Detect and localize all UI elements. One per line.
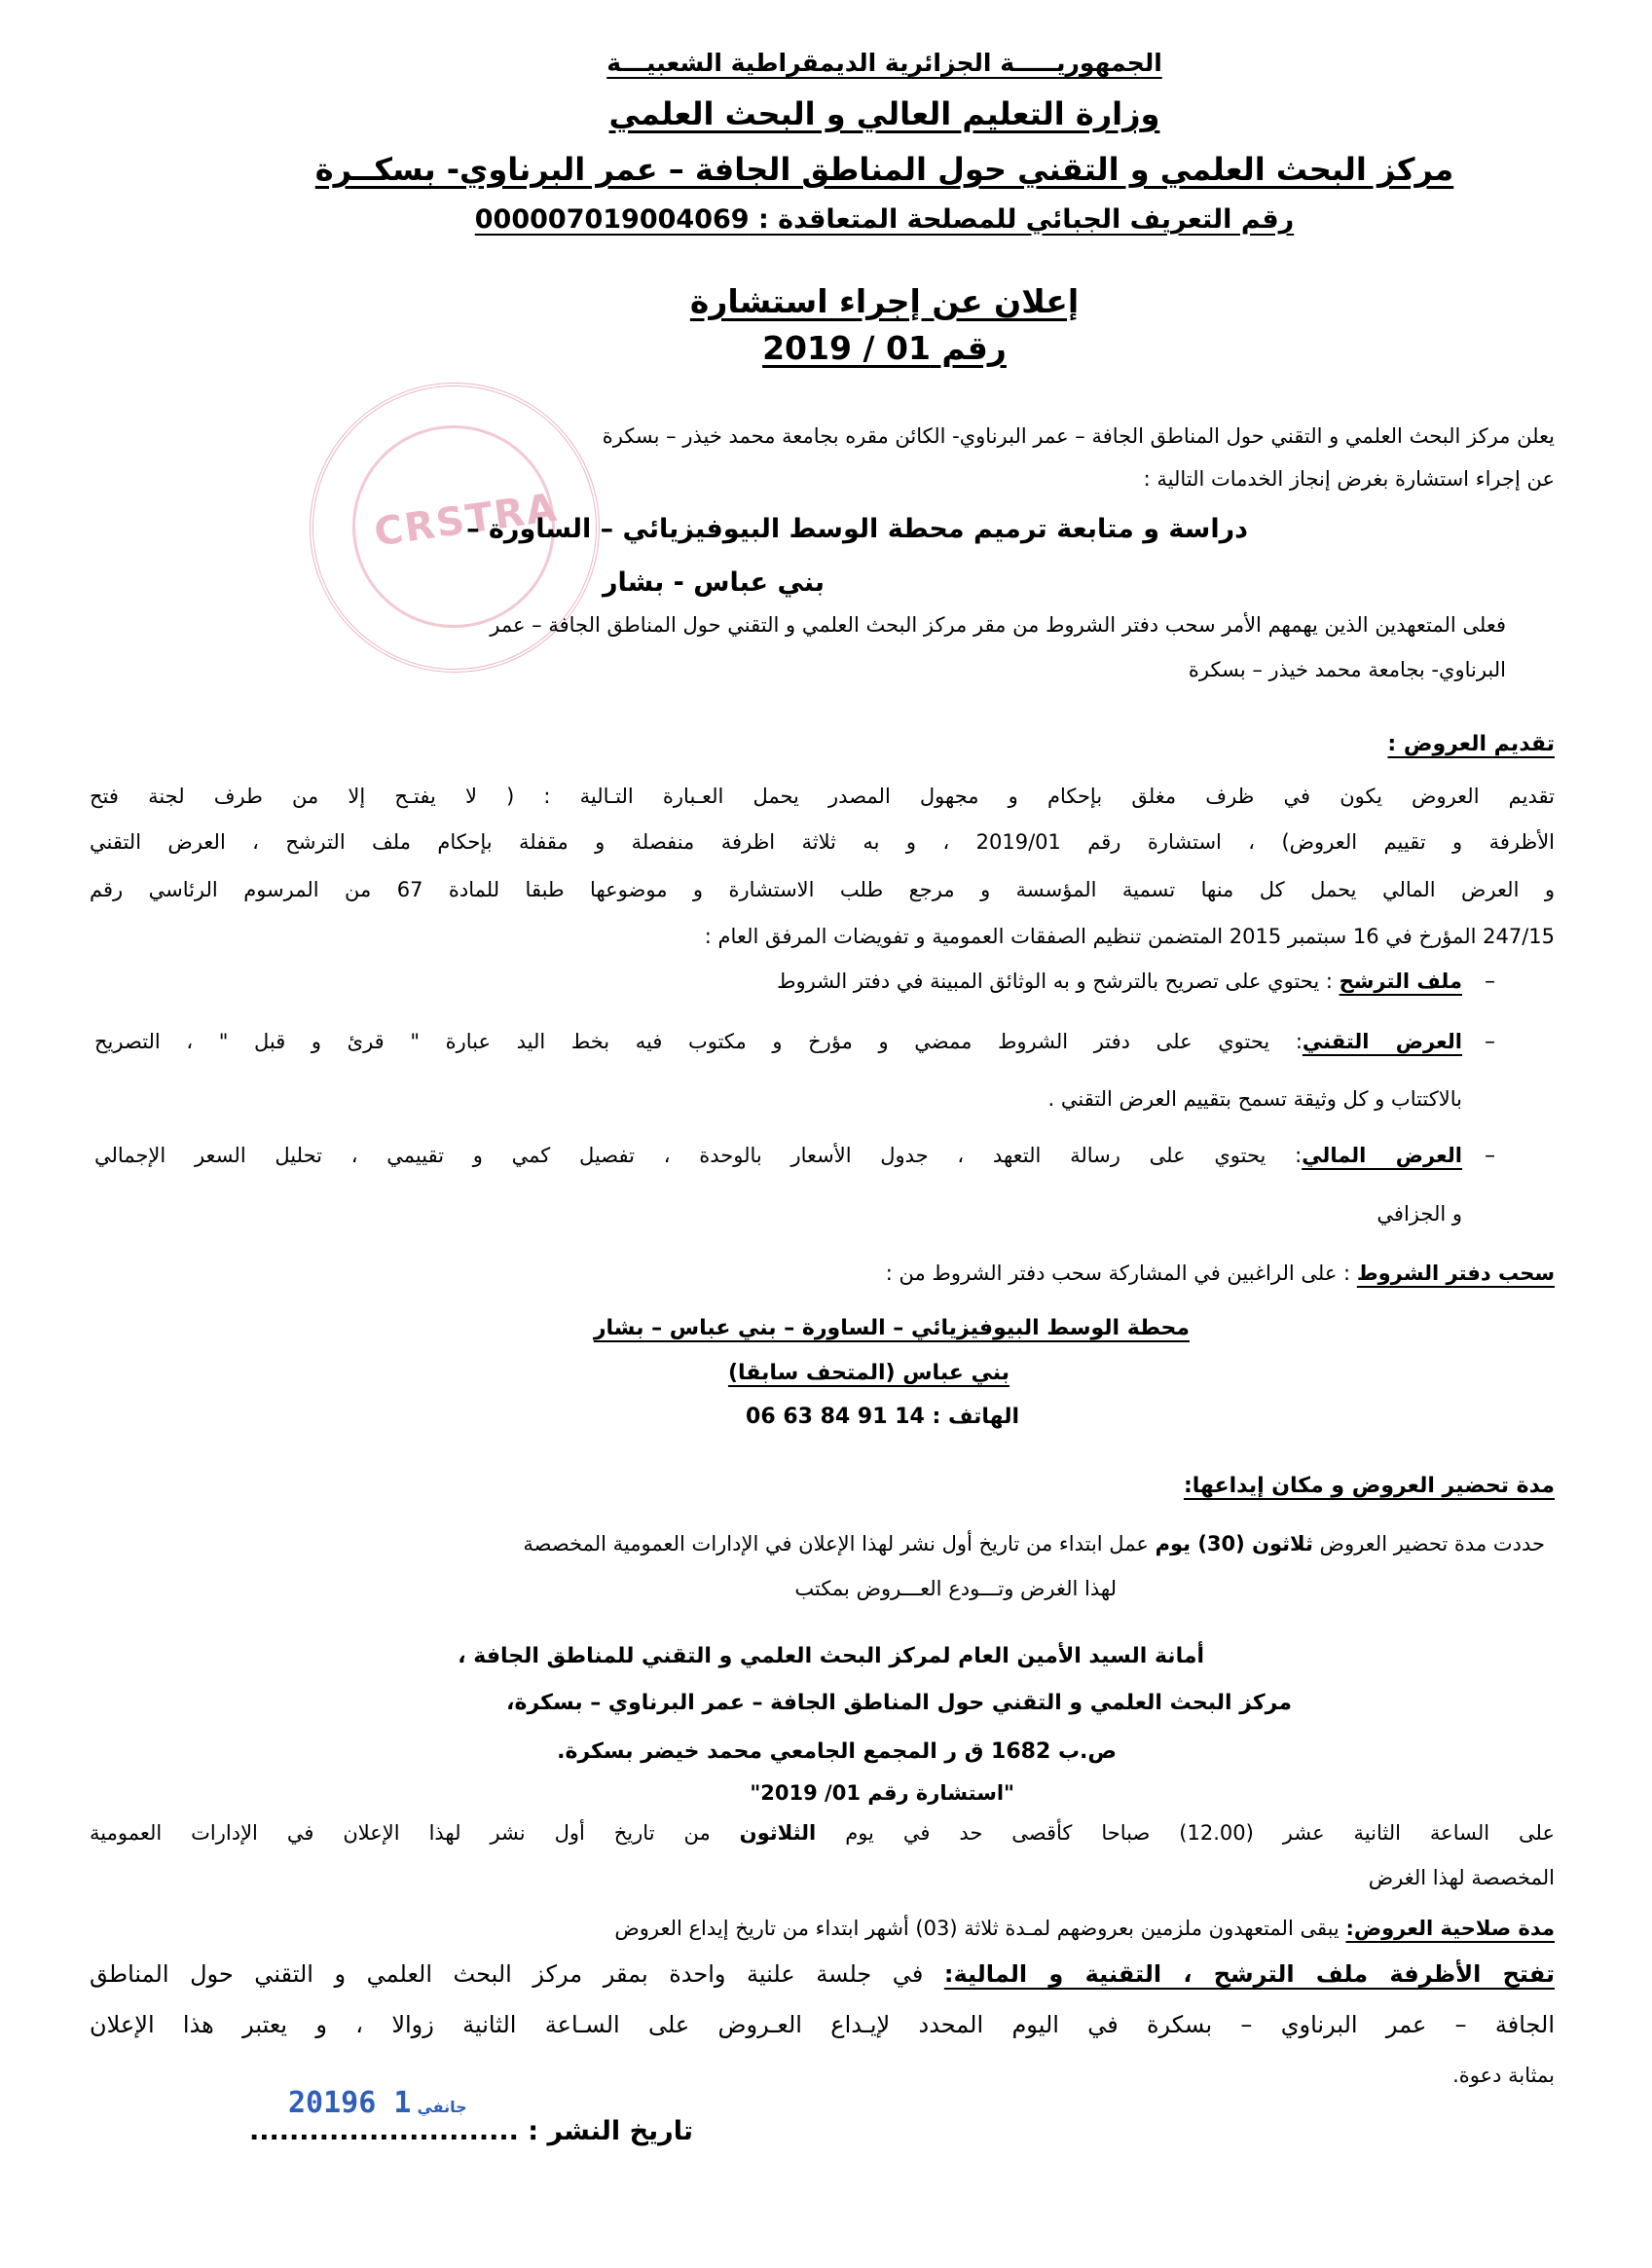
opening-line-1 bbox=[90, 1960, 1555, 1988]
bullet-technical-cont: بالاكتتاب و كل وثيقة تسمح بتقييم العرض التقني . bbox=[1047, 1087, 1462, 1111]
duration-days: ثلاثون (30) يوم bbox=[1155, 1532, 1313, 1555]
republic-heading: الجمهوريـــــة الجزائرية الديمقراطية الشعبيـــة bbox=[606, 49, 1162, 77]
submission-p2: الأظرفة و تقييم العروض) ، استشارة رقم 2019/01 ، و به ثلاثة اظرفة منفصلة و مقفلة بإحكام ملف الترشح ، العرض التقني bbox=[90, 830, 1556, 854]
withdrawal-phone: الهاتف : 14 91 84 63 06 bbox=[746, 1405, 1019, 1429]
submission-heading: تقديم العروض : bbox=[1387, 732, 1555, 756]
duration-heading: مدة تحضير العروض و مكان إيداعها: bbox=[1183, 1474, 1555, 1498]
stamp-day: 1 6 bbox=[358, 2086, 412, 2120]
subject-line-1: دراسة و متابعة ترميم محطة الوسط البيوفيزيائي – الساورة – bbox=[466, 514, 1248, 544]
withdrawal-line bbox=[886, 1262, 1555, 1285]
duration-text-c: عمل ابتداء من تاريخ أول نشر لهذا الإعلان في الإدارات العمومية المخصصة bbox=[523, 1532, 1156, 1555]
opening-text-1: في جلسة علنية واحدة بمقر مركز البحث العلمي و التقني حول المناطق bbox=[90, 1960, 944, 1988]
publication-date: تاريخ النشر : ........................... bbox=[248, 2116, 693, 2146]
intro-line-3: فعلى المتعهدين الذين يهمهم الأمر سحب دفتر الشروط من مقر مركز البحث العلمي و التقني حول المناطق الجافة – عمر bbox=[490, 613, 1506, 637]
validity-text: يبقى المتعهدون ملزمين بعروضهم لمـدة ثلاثة (03) أشهر ابتداء من تاريخ إيداع العروض bbox=[614, 1917, 1346, 1940]
withdrawal-label: سحب دفتر الشروط bbox=[1356, 1262, 1555, 1285]
deposit-address-1: أمانة السيد الأمين العام لمركز البحث العلمي و التقني للمناطق الجافة ، bbox=[458, 1644, 1204, 1668]
intro-line-4: البرناوي- بجامعة محمد خيذر – بسكرة bbox=[1188, 658, 1506, 681]
deadline-line bbox=[90, 1821, 1555, 1845]
bullet-financial bbox=[94, 1144, 1462, 1167]
duration-line-2: لهذا الغرض وتـــودع العـــروض بمكتب bbox=[794, 1577, 1117, 1600]
bullet-label: ملف الترشح bbox=[1339, 969, 1462, 993]
duration-line-1 bbox=[523, 1532, 1545, 1555]
notice-number: رقم 01 / 2019 bbox=[762, 329, 1007, 367]
bullet-dash: – bbox=[1485, 969, 1495, 994]
duration-text-a: حددت مدة تحضير العروض bbox=[1312, 1532, 1545, 1555]
bullet-label: العرض التقني bbox=[1302, 1030, 1462, 1053]
bullet-financial-cont: و الجزافي bbox=[1377, 1202, 1462, 1225]
bullet-dash: – bbox=[1485, 1030, 1495, 1054]
deadline-day: الثلاثون bbox=[739, 1821, 817, 1845]
ministry-heading: وزارة التعليم العالي و البحث العلمي bbox=[608, 95, 1160, 132]
bullet-dash: – bbox=[1485, 1144, 1495, 1168]
stamp-year: 2019 bbox=[288, 2086, 359, 2120]
bullet-label: العرض المالي bbox=[1302, 1144, 1462, 1167]
submission-p4: 247/15 المؤرخ في 16 سبتمبر 2015 المتضمن تنظيم الصفقات العمومية و تفويضات المرفق العام : bbox=[704, 925, 1555, 948]
tax-id: رقم التعريف الجبائي للمصلحة المتعاقدة : 000007019004069 bbox=[474, 204, 1295, 235]
subject-line-2: بني عباس - بشار bbox=[602, 567, 825, 598]
withdrawal-text: : على الراغبين في المشاركة سحب دفتر الشروط من : bbox=[885, 1262, 1357, 1285]
submission-p3: و العرض المالي يحمل كل منها تسمية المؤسسة و مرجع طلب الاستشارة و موضوعها طبقا للمادة 67 من المرسوم الرئاسي رقم bbox=[90, 878, 1555, 901]
deposit-reference: "استشارة رقم 01/ 2019" bbox=[750, 1781, 1014, 1805]
publication-date-stamp bbox=[288, 2086, 473, 2120]
withdrawal-place-1: محطة الوسط البيوفيزيائي – الساورة – بني عباس – بشار bbox=[593, 1316, 1190, 1340]
deadline-text-c: من تاريخ أول نشر لهذا الإعلان في الإدارات العمومية bbox=[90, 1821, 740, 1845]
validity-line bbox=[614, 1917, 1555, 1940]
bullet-text: : يحتوي على تصريح بالترشح و به الوثائق المبينة في دفتر الشروط bbox=[777, 969, 1340, 993]
opening-line-3: بمثابة دعوة. bbox=[1452, 2064, 1555, 2087]
intro-line-1: يعلن مركز البحث العلمي و التقني حول المناطق الجافة – عمر البرناوي- الكائن مقره بجامعة محمد خيذر – بسكرة bbox=[602, 424, 1555, 448]
validity-label: مدة صلاحية العروض: bbox=[1345, 1917, 1555, 1940]
notice-title: إعلان عن إجراء استشارة bbox=[689, 282, 1080, 320]
deposit-address-2: مركز البحث العلمي و التقني حول المناطق الجافة – عمر البرناوي – بسكرة، bbox=[506, 1691, 1292, 1715]
seal-text: CRSTRA bbox=[371, 485, 562, 556]
bullet-candidature bbox=[777, 969, 1462, 993]
deadline-text-a: على الساعة الثانية عشر (12.00) صباحا كأقصى حد في يوم bbox=[816, 1821, 1555, 1845]
center-heading: مركز البحث العلمي و التقني حول المناطق الجافة – عمر البرناوي- بسكــرة bbox=[314, 151, 1454, 188]
opening-label: تفتح الأظرفة ملف الترشح ، التقنية و المالية: bbox=[943, 1960, 1555, 1988]
withdrawal-place-2: بني عباس (المتحف سابقا) bbox=[727, 1361, 1010, 1385]
bullet-text: : يحتوي على رسالة التعهد ، جدول الأسعار بالوحدة ، تفصيل كمي و تقييمي ، تحليل السعر الإجمالي bbox=[94, 1144, 1303, 1167]
opening-line-2: الجافة – عمر البرناوي – بسكرة في اليوم المحدد لإيـداع العـروض على السـاعة الثانية زوالا ، و يعتبر هذا الإعلان bbox=[90, 2011, 1555, 2038]
stamp-month: جانفي bbox=[417, 2098, 467, 2116]
bullet-technical bbox=[94, 1030, 1462, 1053]
deposit-address-3: ص.ب 1682 ق ر المجمع الجامعي محمد خيضر بسكرة. bbox=[557, 1739, 1117, 1764]
deadline-line-2: المخصصة لهذا الغرض bbox=[1368, 1866, 1555, 1889]
bullet-text: : يحتوي على دفتر الشروط ممضي و مؤرخ و مكتوب فيه بخط اليد عبارة " قرئ و قبل " ، التصريح bbox=[94, 1030, 1303, 1053]
submission-p1: تقديم العروض يكون في ظرف مغلق بإحكام و مجهول المصدر يحمل العـبارة التـالية : ( لا يفتـح إلا من طرف لجنة فتح bbox=[90, 785, 1555, 808]
intro-line-2: عن إجراء استشارة بغرض إنجاز الخدمات التالية : bbox=[1143, 467, 1555, 491]
